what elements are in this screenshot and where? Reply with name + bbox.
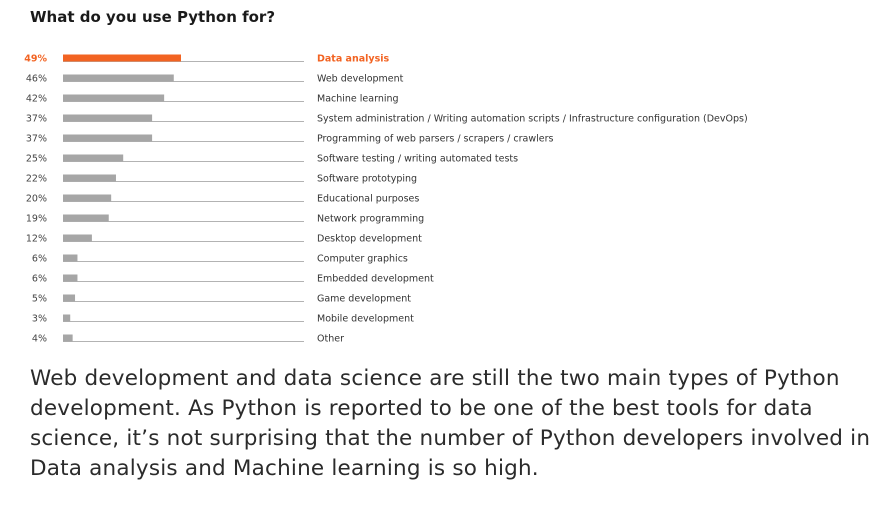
value-label: 4% — [31, 333, 47, 345]
bar — [63, 255, 77, 262]
bar-row-embedded-development — [32, 274, 434, 285]
category-label: Educational purposes — [317, 193, 420, 205]
category-label: Game development — [317, 293, 411, 305]
value-label: 5% — [31, 293, 47, 305]
bar-chart — [0, 48, 880, 353]
category-label: Desktop development — [317, 233, 422, 245]
category-label: System administration / Writing automation scripts / Infrastructure configuration (DevOps) — [317, 113, 748, 125]
bar — [63, 195, 111, 202]
value-label: 37% — [25, 113, 47, 125]
category-label: Other — [317, 333, 344, 345]
category-label: Programming of web parsers / scrapers / crawlers — [317, 133, 554, 145]
bar-row-mobile-development — [32, 314, 414, 325]
value-label: 12% — [25, 233, 47, 245]
bar-row-desktop-development — [26, 234, 422, 245]
bar — [63, 75, 174, 82]
bar-row-educational-purposes — [26, 194, 419, 205]
bar-row-system-administration-writing-automation-scripts-infrastructure-configuration-devops — [26, 114, 748, 125]
category-label: Mobile development — [317, 313, 414, 325]
category-label: Computer graphics — [317, 253, 408, 265]
bar — [63, 155, 123, 162]
value-label: 46% — [25, 73, 47, 85]
bar-row-software-prototyping — [26, 174, 417, 185]
bar-row-other — [32, 334, 344, 345]
bar — [63, 275, 77, 282]
bar-row-software-testing-writing-automated-tests — [26, 154, 518, 165]
category-label: Software prototyping — [317, 173, 418, 185]
chart-title: What do you use Python for? — [30, 8, 276, 26]
bar — [63, 135, 152, 142]
bar — [63, 115, 152, 122]
category-label: Web development — [317, 73, 404, 85]
bar — [63, 315, 70, 322]
bar-row-network-programming — [26, 214, 424, 225]
bar-row-machine-learning — [26, 94, 399, 105]
value-label: 22% — [25, 173, 47, 185]
value-label: 6% — [31, 273, 47, 285]
bar-chart-svg — [0, 48, 880, 348]
value-label: 25% — [25, 153, 47, 165]
bar-row-computer-graphics — [32, 254, 408, 265]
bar — [63, 295, 75, 302]
value-label: 37% — [25, 133, 47, 145]
category-label: Data analysis — [317, 53, 390, 65]
category-label: Machine learning — [317, 93, 399, 105]
value-label: 3% — [31, 313, 47, 325]
category-label: Network programming — [317, 213, 425, 225]
bar — [63, 95, 164, 102]
category-label: Embedded development — [317, 273, 434, 285]
bar-row-data-analysis — [24, 54, 389, 65]
bar — [63, 335, 73, 342]
bar — [63, 235, 92, 242]
bar — [63, 55, 181, 62]
value-label: 20% — [25, 193, 47, 205]
value-label: 49% — [24, 53, 47, 65]
value-label: 19% — [25, 213, 47, 225]
value-label: 42% — [25, 93, 47, 105]
bar — [63, 215, 109, 222]
value-label: 6% — [31, 253, 47, 265]
bar — [63, 175, 116, 182]
caption-paragraph: Web development and data science are still the two main types of Python development. As Python is reported to be one of the best tools for data science, it’s not surprising that the number of Python developers involved in Data analysis and Machine learning is so high. — [30, 366, 871, 481]
bar-row-programming-of-web-parsers-scrapers-crawlers — [26, 134, 554, 145]
bar-row-web-development — [26, 74, 404, 85]
bar-row-game-development — [32, 294, 411, 305]
category-label: Software testing / writing automated tests — [317, 153, 519, 165]
